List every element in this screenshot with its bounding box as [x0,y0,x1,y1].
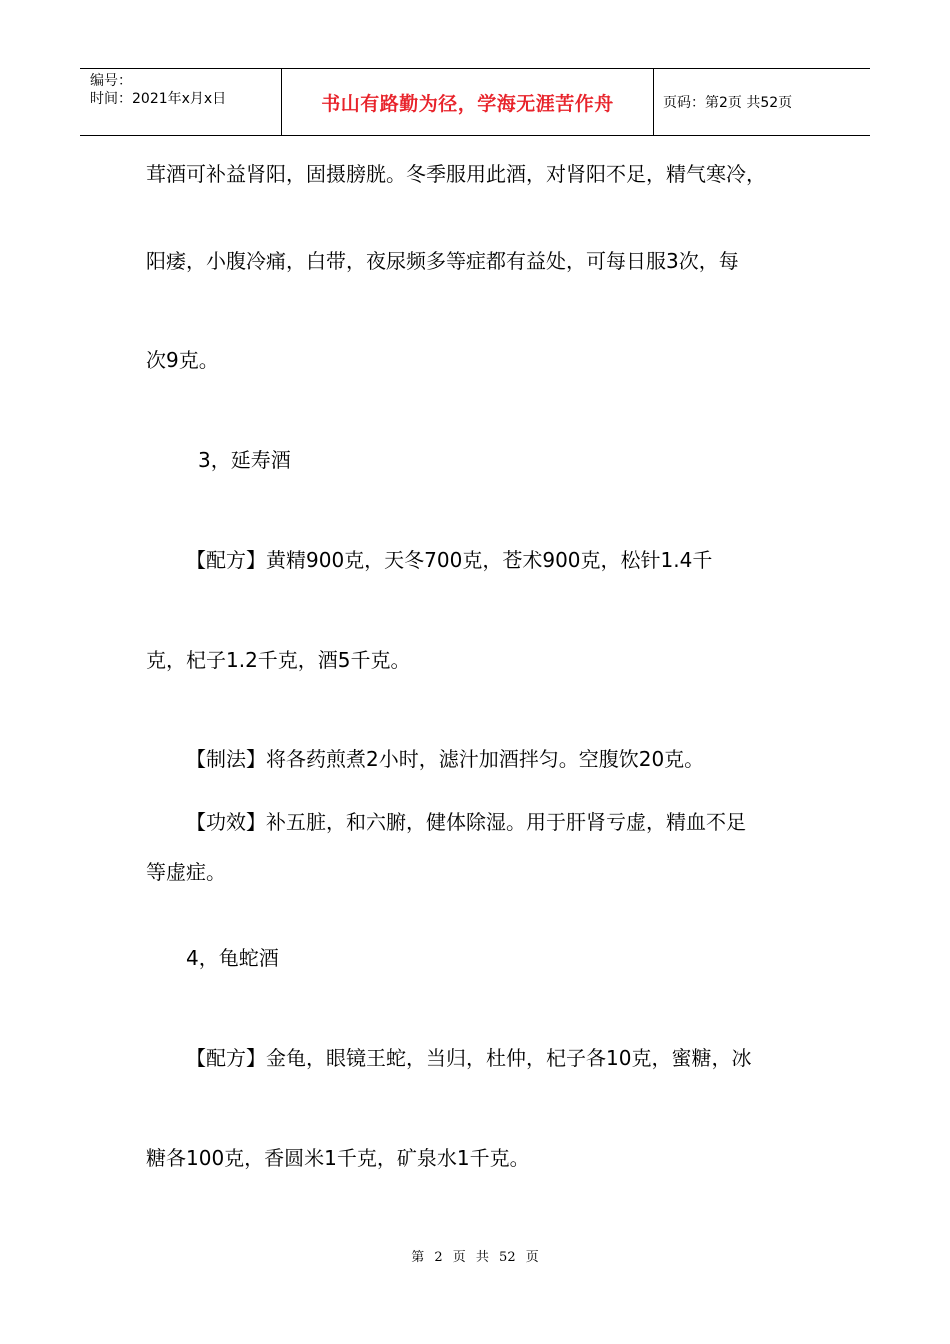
paragraph-line: 克，杞子1.2千克，酒5千克。 [146,648,411,672]
page-header [80,68,870,136]
paragraph-line: 茸酒可补益肾阳，固摄膀胱。冬季服用此酒，对肾阳不足，精气寒冷， [146,162,766,186]
document-date: 时间：2021年x月x日 [90,91,227,107]
header-motto: 书山有路勤为径，学海无涯苦作舟 [321,92,614,115]
header-meta [80,69,282,135]
paragraph-line: 【配方】金龟，眼镜王蛇，当归，杜仲，杞子各10克，蜜糖，冰 [186,1046,752,1070]
section-heading: 4，龟蛇酒 [186,946,279,970]
document-number-label: 编号： [90,73,132,89]
paragraph-line: 【功效】补五脏，和六腑，健体除湿。用于肝肾亏虚，精血不足 [186,810,746,834]
section-heading: 3，延寿酒 [198,448,291,472]
paragraph-line: 阳痿，小腹冷痛，白带，夜尿频多等症都有益处，可每日服3次，每 [146,249,739,273]
paragraph-line: 次9克。 [146,348,219,372]
page-footer: 第 2 页 共 52 页 [411,1250,539,1265]
header-page-info: 页码：第2页 共52页 [663,95,793,111]
paragraph-line: 糖各100克，香圆米1千克，矿泉水1千克。 [146,1146,530,1170]
paragraph-line: 【制法】将各药煎煮2小时，滤汁加酒拌匀。空腹饮20克。 [186,747,705,771]
paragraph-line: 等虚症。 [146,860,226,884]
paragraph-line: 【配方】黄精900克，天冬700克，苍术900克，松针1.4千 [186,548,713,572]
header-motto-cell [282,69,654,135]
